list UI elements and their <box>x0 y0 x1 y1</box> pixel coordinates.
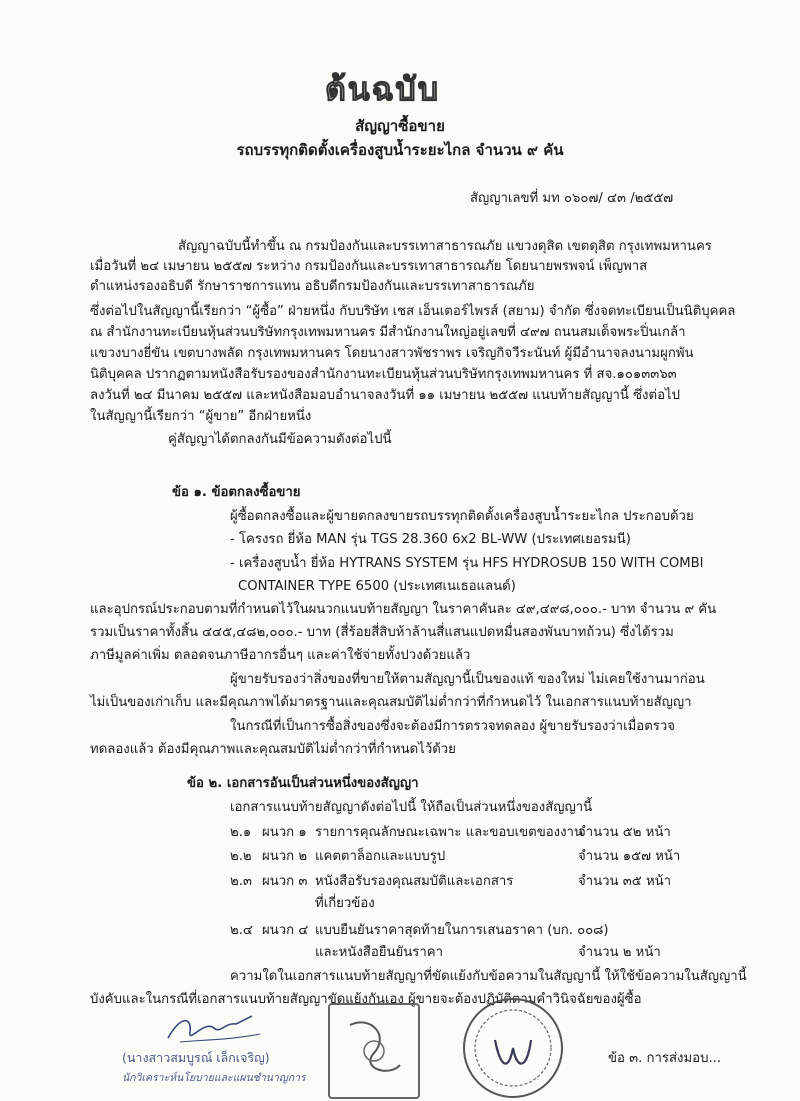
annex-number: ๒.๔ <box>230 923 253 938</box>
annex-description: หนังสือรับรองคุณสมบัติและเอกสาร <box>315 874 514 889</box>
annex-description: แบบยืนยันราคาสุดท้ายในการเสนอราคา (บก. ๐๐๘) <box>315 923 609 938</box>
annex-page-count: จำนวน ๓๕ หน้า <box>578 874 672 889</box>
clause1-line: ผู้ซื้อตกลงซื้อและผู้ขายตกลงขายรถบรรทุกติดตั้งเครื่องสูบน้ำระยะไกล ประกอบด้วย <box>230 509 694 524</box>
intro-line: สัญญาฉบับนี้ทำขึ้น ณ กรมป้องกันและบรรเทาสาธารณภัย แขวงดุสิต เขตดุสิต กรุงเทพมหานคร <box>178 239 712 254</box>
clause2-intro: เอกสารแนบท้ายสัญญาดังต่อไปนี้ ให้ถือเป็นส่วนหนึ่งของสัญญานี้ <box>230 800 593 815</box>
intro-line: ตำแหน่งรองอธิบดี รักษาราชการแทน อธิบดีกรมป้องกันและบรรเทาสาธารณภัย <box>90 279 535 294</box>
annex-description: รายการคุณลักษณะเฉพาะ และขอบเขตของงาน <box>315 825 583 840</box>
clause1-line: - เครื่องสูบน้ำ ยี่ห้อ HYTRANS SYSTEM รุ่น HFS HYDROSUB 150 WITH COMBI <box>230 556 704 571</box>
witness-position: นักวิเคราะห์นโยบายและแผนชำนาญการ <box>122 1072 306 1084</box>
department-seal-mark <box>465 1000 561 1096</box>
annex-label: ผนวก ๔ <box>262 923 309 938</box>
annex-description: ที่เกี่ยวข้อง <box>315 896 375 911</box>
annex-description: และหนังสือยืนยันราคา <box>315 945 443 960</box>
clause1-line: - โครงรถ ยี่ห้อ MAN รุ่น TGS 28.360 6x2 BL-WW (ประเทศเยอรมนี) <box>230 532 631 547</box>
intro-line: ณ สำนักงานทะเบียนหุ้นส่วนบริษัทกรุงเทพมหานคร มีสำนักงานใหญ่อยู่เลขที่ ๔๙๗ ถนนสมเด็จพระปิ่นเกล้า <box>90 325 686 340</box>
intro-line: แขวงบางยี่ขัน เขตบางพลัด กรุงเทพมหานคร โดยนางสาวพัชราพร เจริญกิจวีระนันท์ ผู้มีอำนาจลงนามผูกพัน <box>90 346 694 361</box>
witness-signature <box>160 1010 270 1048</box>
clause2-heading: ข้อ ๒. เอกสารอันเป็นส่วนหนึ่งของสัญญา <box>187 776 419 791</box>
department-seal <box>463 998 563 1098</box>
annex-label: ผนวก ๓ <box>262 874 308 889</box>
company-seal-stamp <box>328 1003 420 1099</box>
clause1-line: และอุปกรณ์ประกอบตามที่กำหนดไว้ในผนวกแนบท้ายสัญญา ในราคาคันละ ๔๙,๔๙๘,๐๐๐.- บาท จำนวน ๙ คัน <box>90 602 717 617</box>
document-title: สัญญาซื้อขาย <box>355 117 445 135</box>
annex-description: แคตตาล็อกและแบบรูป <box>315 849 446 864</box>
annex-label: ผนวก ๒ <box>262 849 308 864</box>
intro-line: คู่สัญญาได้ตกลงกันมีข้อความดังต่อไปนี้ <box>168 432 392 447</box>
intro-line: เมื่อวันที่ ๒๔ เมษายน ๒๕๕๗ ระหว่าง กรมป้องกันและบรรเทาสาธารณภัย โดยนายพรพจน์ เพ็ญพาส <box>90 259 648 274</box>
annex-page-count: จำนวน ๒ หน้า <box>578 945 661 960</box>
clause1-line: รวมเป็นราคาทั้งสิ้น ๔๔๕,๔๘๒,๐๐๐.- บาท (สี่ร้อยสี่สิบห้าล้านสี่แสนแปดหมื่นสองพันบาทถ้วน) ซึ่งได้รวม <box>90 625 674 640</box>
clause1-line: ไม่เป็นของเก่าเก็บ และมีคุณภาพได้มาตรฐานและคุณสมบัติไม่ต่ำกว่าที่กำหนดไว้ ในเอกสารแนบท้ายสัญญา <box>90 695 692 710</box>
original-copy-stamp: ต้นฉบับ <box>324 70 441 108</box>
clause2-closing: ความใดในเอกสารแนบท้ายสัญญาที่ขัดแย้งกับข้อความในสัญญานี้ ให้ใช้ข้อความในสัญญานี้ <box>230 969 747 984</box>
annex-page-count: จำนวน ๕๒ หน้า <box>578 825 671 840</box>
company-seal-mark <box>330 1005 418 1097</box>
clause2-closing: บังคับและในกรณีที่เอกสารแนบท้ายสัญญาขัดแย้งกันเอง ผู้ขายจะต้องปฏิบัติตามคำวินิจฉัยของผู้ซื้อ <box>90 992 642 1007</box>
annex-number: ๒.๓ <box>230 874 252 889</box>
contract-number: สัญญาเลขที่ มท ๐๖๐๗/ ๔๓ /๒๕๕๗ <box>470 191 674 206</box>
annex-label: ผนวก ๑ <box>262 825 307 840</box>
intro-line: ซึ่งต่อไปในสัญญานี้เรียกว่า “ผู้ซื้อ” ฝ่ายหนึ่ง กับบริษัท เชส เอ็นเตอร์ไพรส์ (สยาม) จำกัด ซึ่งจดทะเบียนเป็นนิติบุคคล <box>90 304 736 319</box>
clause1-heading: ข้อ ๑. ข้อตกลงซื้อขาย <box>172 485 301 500</box>
clause1-line: ผู้ขายรับรองว่าสิ่งของที่ขายให้ตามสัญญานี้เป็นของแท้ ของใหม่ ไม่เคยใช้งานมาก่อน <box>230 672 705 687</box>
clause1-line: ทดลองแล้ว ต้องมีคุณภาพและคุณสมบัติไม่ต่ำกว่าที่กำหนดไว้ด้วย <box>90 742 456 757</box>
document-subtitle: รถบรรทุกติดตั้งเครื่องสูบน้ำระยะไกล จำนวน ๙ คัน <box>236 141 564 159</box>
witness-name: (นางสาวสมบูรณ์ เล็กเจริญ) <box>122 1050 270 1065</box>
annex-number: ๒.๑ <box>230 825 252 840</box>
clause1-line: ภาษีมูลค่าเพิ่ม ตลอดจนภาษีอากรอื่นๆ และค่าใช้จ่ายทั้งปวงด้วยแล้ว <box>90 648 471 663</box>
intro-line: ลงวันที่ ๒๔ มีนาคม ๒๕๕๗ และหนังสือมอบอำนาจลงวันที่ ๑๑ เมษายน ๒๕๕๗ แนบท้ายสัญญานี้ ซึ่งต่อไป <box>90 388 680 403</box>
clause1-line: CONTAINER TYPE 6500 (ประเทศเนเธอแลนด์) <box>238 579 516 594</box>
intro-line: ในสัญญานี้เรียกว่า “ผู้ขาย” อีกฝ่ายหนึ่ง <box>90 409 312 424</box>
annex-number: ๒.๒ <box>230 849 252 864</box>
next-clause-note: ข้อ ๓. การส่งมอบ... <box>608 1051 722 1066</box>
clause1-line: ในกรณีที่เป็นการซื้อสิ่งของซึ่งจะต้องมีการตรวจทดลอง ผู้ขายรับรองว่าเมื่อตรวจ <box>230 719 675 734</box>
intro-line: นิติบุคคล ปรากฏตามหนังสือรับรองของสำนักงานทะเบียนหุ้นส่วนบริษัทกรุงเทพมหานคร ที่ สจ.๑๐๑๓๓๖๓ <box>90 367 677 382</box>
annex-page-count: จำนวน ๑๕๗ หน้า <box>578 849 681 864</box>
